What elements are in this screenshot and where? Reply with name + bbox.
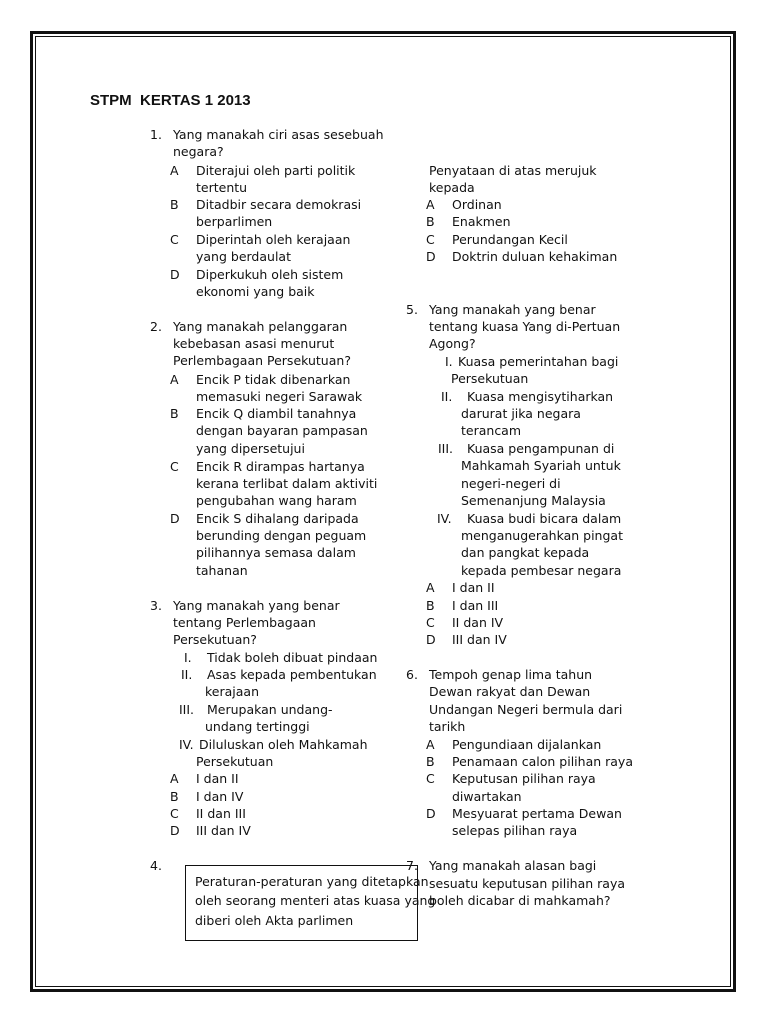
quoted-statement-line: diberi oleh Akta parlimen (195, 913, 354, 928)
option-text: III dan IV (452, 632, 507, 647)
option-text: II dan III (196, 806, 246, 821)
question-stem-line: kepada (429, 180, 475, 195)
statement-text: Tidak boleh dibuat pindaan (207, 650, 378, 665)
option-letter: D (426, 632, 436, 647)
option-letter: D (170, 823, 180, 838)
option-text: II dan IV (452, 615, 504, 630)
option-text: diwartakan (452, 789, 522, 804)
option-text: kerana terlibat dalam aktiviti (196, 476, 378, 491)
statement-text: Persekutuan (196, 754, 274, 769)
option-letter: A (170, 372, 179, 387)
question-stem-line: Penyataan di atas merujuk (429, 163, 597, 178)
option-text: Ditadbir secara demokrasi (196, 197, 362, 212)
option-text: ekonomi yang baik (196, 284, 315, 299)
option-letter: C (426, 771, 435, 786)
statement-numeral: IV. (437, 511, 452, 526)
statement-text: Asas kepada pembentukan (207, 667, 377, 682)
option-text: yang dipersetujui (196, 441, 305, 456)
option-letter: D (170, 511, 180, 526)
option-text: tahanan (196, 563, 248, 578)
option-letter: A (170, 771, 179, 786)
question-stem-line: sesuatu keputusan pilihan raya (429, 876, 626, 891)
page-border-inner (35, 36, 731, 987)
option-text: Encik R dirampas hartanya (196, 459, 365, 474)
option-text: dengan bayaran pampasan (196, 423, 368, 438)
statement-text: negeri-negeri di (461, 476, 561, 491)
statement-numeral: II. (441, 389, 453, 404)
statement-text: Kuasa pengampunan di (467, 441, 615, 456)
option-text: I dan II (196, 771, 239, 786)
option-text: pengubahan wang haram (196, 493, 357, 508)
statement-numeral: I. (184, 650, 192, 665)
option-text: Pengundiaan dijalankan (452, 737, 602, 752)
exam-title: STPM KERTAS 1 2013 (90, 92, 251, 109)
option-text: Diterajui oleh parti politik (196, 163, 356, 178)
statement-text: undang tertinggi (205, 719, 310, 734)
option-letter: B (170, 789, 179, 804)
option-text: Perundangan Kecil (452, 232, 568, 247)
option-letter: A (426, 197, 435, 212)
option-letter: B (170, 406, 179, 421)
option-letter: A (170, 163, 179, 178)
question-number: 5. (406, 302, 418, 317)
option-text: Encik P tidak dibenarkan (196, 372, 351, 387)
question-stem-line: Dewan rakyat dan Dewan (429, 684, 591, 699)
statement-text: Mahkamah Syariah untuk (461, 458, 621, 473)
statement-text: kerajaan (205, 684, 259, 699)
question-number: 6. (406, 667, 418, 682)
option-text: memasuki negeri Sarawak (196, 389, 363, 404)
statement-text: menganugerahkan pingat (461, 528, 623, 543)
option-text: Penamaan calon pilihan raya (452, 754, 633, 769)
option-text: Enakmen (452, 214, 511, 229)
option-text: berparlimen (196, 214, 273, 229)
statement-text: darurat jika negara (461, 406, 581, 421)
question-stem-line: Perlembagaan Persekutuan? (173, 353, 351, 368)
option-letter: D (426, 249, 436, 264)
question-stem-line: kebebasan asasi menurut (173, 336, 335, 351)
option-text: I dan III (452, 598, 499, 613)
option-letter: B (170, 197, 179, 212)
statement-numeral: III. (179, 702, 195, 717)
option-letter: C (170, 806, 179, 821)
quoted-statement-box (185, 865, 436, 941)
option-text: yang berdaulat (196, 249, 291, 264)
question-stem-line: Yang manakah pelanggaran (173, 319, 348, 334)
option-letter: A (426, 737, 435, 752)
option-text: Keputusan pilihan raya (452, 771, 596, 786)
quoted-statement-line: oleh seorang menteri atas kuasa yang (195, 893, 436, 908)
question-stem-line: negara? (173, 144, 224, 159)
option-text: selepas pilihan raya (452, 823, 578, 838)
question-number: 1. (150, 127, 162, 142)
option-text: Encik S dihalang daripada (196, 511, 359, 526)
statement-numeral: III. (438, 441, 454, 456)
option-text: berunding dengan peguam (196, 528, 367, 543)
option-text: pilihannya semasa dalam (196, 545, 356, 560)
statement-text: Persekutuan (451, 371, 529, 386)
question-stem-line: Tempoh genap lima tahun (429, 667, 593, 682)
option-text: tertentu (196, 180, 248, 195)
question-stem-line: Undangan Negeri bermula dari (429, 702, 623, 717)
question-number: 4. (150, 858, 162, 873)
option-text: Doktrin duluan kehakiman (452, 249, 618, 264)
question-stem-line: Agong? (429, 336, 476, 351)
quoted-statement-line: Peraturan-peraturan yang ditetapkan (195, 874, 429, 889)
statement-text: Kuasa pemerintahan bagi (458, 354, 619, 369)
option-letter: A (426, 580, 435, 595)
question-number: 3. (150, 598, 162, 613)
option-text: Encik Q diambil tanahnya (196, 406, 357, 421)
option-text: I dan II (452, 580, 495, 595)
option-text: Diperintah oleh kerajaan (196, 232, 351, 247)
statement-numeral: I. (445, 354, 453, 369)
option-text: Diperkukuh oleh sistem (196, 267, 344, 282)
option-letter: C (170, 459, 179, 474)
statement-numeral: IV. (179, 737, 194, 752)
option-text: I dan IV (196, 789, 244, 804)
option-letter: D (426, 806, 436, 821)
option-letter: D (170, 267, 180, 282)
option-letter: C (426, 232, 435, 247)
option-letter: B (426, 214, 435, 229)
option-text: Mesyuarat pertama Dewan (452, 806, 622, 821)
statement-text: kepada pembesar negara (461, 563, 622, 578)
option-text: Ordinan (452, 197, 502, 212)
question-stem-line: boleh dicabar di mahkamah? (429, 893, 611, 908)
option-letter: B (426, 598, 435, 613)
statement-text: Semenanjung Malaysia (461, 493, 606, 508)
question-stem-line: Yang manakah ciri asas sesebuah (173, 127, 384, 142)
statement-text: dan pangkat kepada (461, 545, 590, 560)
option-text: III dan IV (196, 823, 251, 838)
option-letter: B (426, 754, 435, 769)
question-stem-line: tentang Perlembagaan (173, 615, 316, 630)
statement-text: Kuasa budi bicara dalam (467, 511, 622, 526)
question-stem-line: Persekutuan? (173, 632, 257, 647)
option-letter: C (170, 232, 179, 247)
statement-text: Merupakan undang- (207, 702, 333, 717)
statement-text: Diluluskan oleh Mahkamah (199, 737, 368, 752)
question-stem-line: tentang kuasa Yang di-Pertuan (429, 319, 621, 334)
statement-numeral: II. (181, 667, 193, 682)
question-number: 7. (406, 858, 418, 873)
question-stem-line: tarikh (429, 719, 466, 734)
question-stem-line: Yang manakah yang benar (173, 598, 340, 613)
question-number: 2. (150, 319, 162, 334)
statement-text: terancam (461, 423, 522, 438)
statement-text: Kuasa mengisytiharkan (467, 389, 614, 404)
question-stem-line: Yang manakah alasan bagi (429, 858, 597, 873)
option-letter: C (426, 615, 435, 630)
question-stem-line: Yang manakah yang benar (429, 302, 596, 317)
